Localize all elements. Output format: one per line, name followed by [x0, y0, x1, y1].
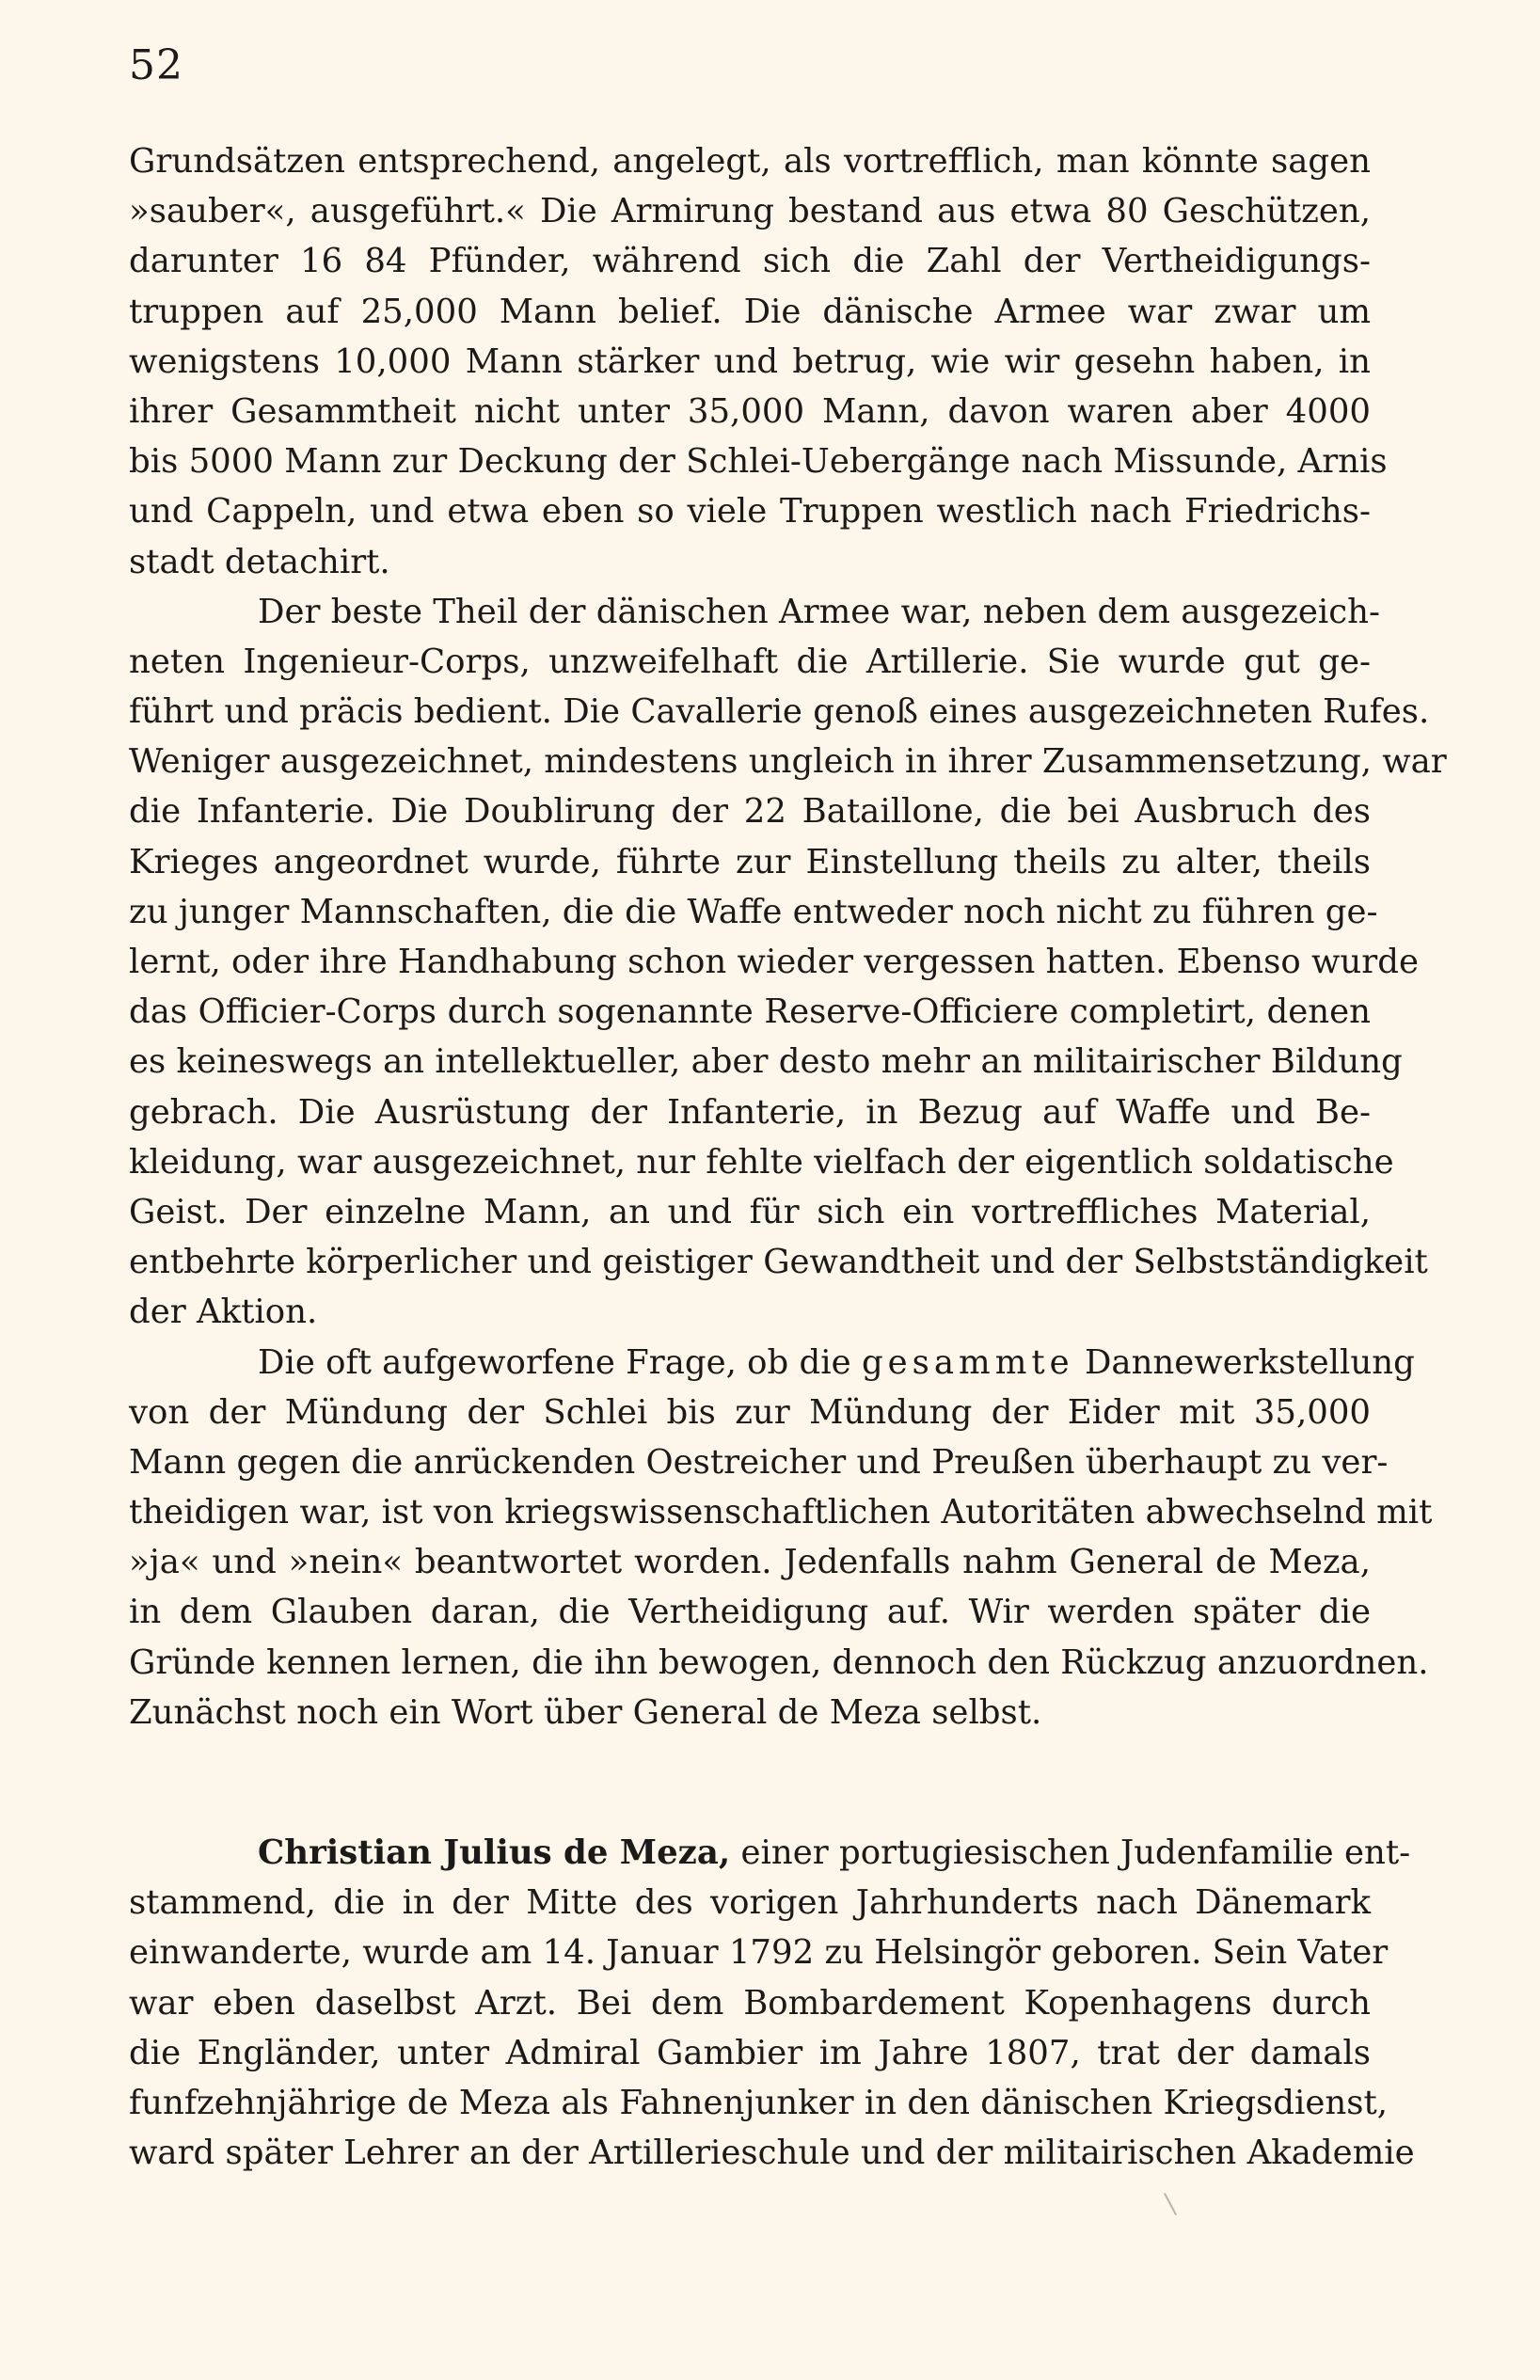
text-line: bis 5000 Mann zur Deckung der Schlei-Uebergänge nach Missunde, Arnis: [129, 442, 1388, 482]
text-line: Zunächst noch ein Wort über General de Meza selbst.: [129, 1692, 1042, 1732]
paragraph-danish-army: [129, 587, 1447, 1338]
text-line: der Aktion.: [129, 1293, 318, 1332]
paragraph-fortification: [129, 136, 1388, 587]
text-line: führt und präcis bedient. Die Cavallerie genoß eines ausgezeichneten Rufes.: [129, 692, 1430, 732]
text-line: gebrach. Die Ausrüstung der Infanterie, in Bezug auf Waffe und Be-: [129, 1092, 1371, 1132]
text-line: war eben daselbst Arzt. Bei dem Bombardement Kopenhagens durch: [129, 1983, 1371, 2023]
stray-ink-mark: [1164, 2193, 1177, 2215]
text-line: truppen auf 25,000 Mann belief. Die dänische Armee war zwar um: [129, 292, 1371, 331]
paragraph-dannewerk-question: [129, 1338, 1433, 1738]
text-line: [129, 1828, 1411, 1878]
text-line: die Engländer, unter Admiral Gambier im Jahre 1807, trat der damals: [129, 2033, 1371, 2072]
text-line: die Infanterie. Die Doublirung der 22 Bataillone, die bei Ausbruch des: [129, 792, 1371, 832]
text-line: Der beste Theil der dänischen Armee war, neben dem ausgezeich-: [258, 592, 1380, 631]
page-number: 52: [129, 41, 183, 89]
text-line: theidigen war, ist von kriegswissenschaftlichen Autoritäten abwechselnd mit: [129, 1493, 1433, 1532]
emphasized-word: gesammte: [861, 1342, 1074, 1382]
text-line: stadt detachirt.: [129, 542, 390, 581]
text-line: Mann gegen die anrückenden Oestreicher und Preußen überhaupt zu ver-: [129, 1442, 1389, 1482]
paragraph-de-meza-biography: [129, 1828, 1415, 2178]
biography-name: Christian Julius de Meza,: [258, 1833, 731, 1872]
text-line: Geist. Der einzelne Mann, an und für sich ein vortreffliches Material,: [129, 1192, 1371, 1231]
text-line: ward später Lehrer an der Artillerieschule und der militairischen Akademie: [129, 2134, 1415, 2173]
text-line: entbehrte körperlicher und geistiger Gewandtheit und der Selbstständigkeit: [129, 1243, 1428, 1282]
text-line: Gründe kennen lernen, die ihn bewogen, dennoch den Rückzug anzuordnen.: [129, 1642, 1429, 1682]
text-line: und Cappeln, und etwa eben so viele Truppen westlich nach Friedrichs-: [129, 492, 1371, 532]
text-line: stammend, die in der Mitte des vorigen Jahrhunderts nach Dänemark: [129, 1883, 1371, 1923]
text-line-rest: einer portugiesischen Judenfamilie ent-: [740, 1833, 1411, 1872]
text-line: lernt, oder ihre Handhabung schon wieder vergessen hatten. Ebenso wurde: [129, 943, 1419, 981]
text-line: einwanderte, wurde am 14. Januar 1792 zu Helsingör geboren. Sein Vater: [129, 1933, 1389, 1973]
text-line: funfzehnjährige de Meza als Fahnenjunker in den dänischen Kriegsdienst,: [129, 2083, 1388, 2122]
text-line: Weniger ausgezeichnet, mindestens ungleich in ihrer Zusammensetzung, war: [129, 742, 1447, 782]
text-line: ihrer Gesammtheit nicht unter 35,000 Mann, davon waren aber 4000: [129, 391, 1371, 431]
text-line: in dem Glauben daran, die Vertheidigung auf. Wir werden später die: [129, 1593, 1371, 1632]
text-line: »ja« und »nein« beantwortet worden. Jedenfalls nahm General de Meza,: [129, 1543, 1371, 1582]
text-line: Krieges angeordnet wurde, führte zur Einstellung theils zu alter, theils: [129, 842, 1371, 881]
text-line: es keineswegs an intellektueller, aber desto mehr an militairischer Bildung: [129, 1042, 1403, 1082]
text-line: darunter 16 84 Pfünder, während sich die Zahl der Vertheidigungs-: [129, 242, 1371, 281]
text-line: kleidung, war ausgezeichnet, nur fehlte vielfach der eigentlich soldatische: [129, 1142, 1394, 1182]
text-line: das Officier-Corps durch sogenannte Reserve-Officiere completirt, denen: [129, 992, 1371, 1032]
text-line: zu junger Mannschaften, die die Waffe entweder noch nicht zu führen ge-: [129, 892, 1378, 931]
text-line: von der Mündung der Schlei bis zur Mündung der Eider mit 35,000: [129, 1392, 1371, 1432]
text-line: »sauber«, ausgeführt.« Die Armirung bestand aus etwa 80 Geschützen,: [129, 192, 1371, 231]
text-line: Die oft aufgeworfene Frage, ob die gesammte Dannewerkstellung: [258, 1342, 1415, 1382]
biography-text: [129, 1828, 1415, 2178]
text-line: neten Ingenieur-Corps, unzweifelhaft die Artillerie. Sie wurde gut ge-: [129, 642, 1371, 681]
text-line: wenigstens 10,000 Mann stärker und betrug, wie wir gesehn haben, in: [129, 341, 1371, 381]
main-text: [129, 136, 1447, 1737]
text-line: Grundsätzen entsprechend, angelegt, als vortrefflich, man könnte sagen: [129, 142, 1371, 181]
